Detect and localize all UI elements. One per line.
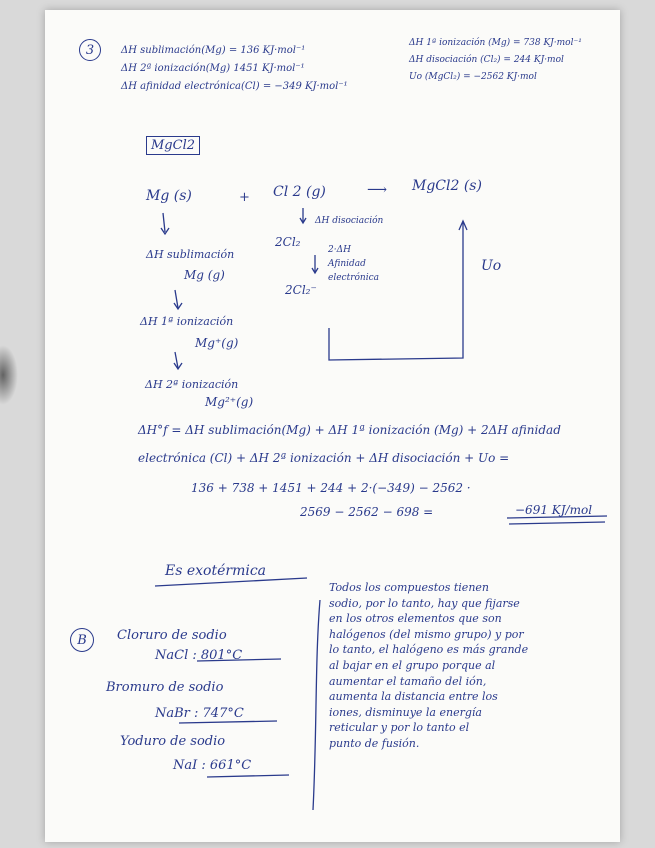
species-2cl-anion: 2Cl₂⁻ xyxy=(285,283,317,297)
data-lattice-energy: Uo (MgCl₂) = −2562 KJ·mol xyxy=(409,72,537,82)
equation-line-1: ΔH°f = ΔH sublimación(Mg) + ΔH 1ª ionización (Mg) + 2ΔH afinidad xyxy=(138,423,561,437)
label-dh-sublimation: ΔH sublimación xyxy=(146,248,235,261)
handwritten-page xyxy=(45,10,620,842)
explanation-paragraph xyxy=(329,580,528,752)
species-mg-plus: Mg⁺(g) xyxy=(195,336,239,350)
data-sublimation: ΔH sublimación(Mg) = 136 KJ·mol⁻¹ xyxy=(121,45,306,56)
label-electronica: electrónica xyxy=(328,273,379,283)
data-first-ionization: ΔH 1ª ionización (Mg) = 738 KJ·mol⁻¹ xyxy=(409,38,582,48)
explanation-line: iones, disminuye la energía xyxy=(329,705,482,719)
reactant-cl2: Cl 2 (g) xyxy=(273,184,326,200)
reaction-plus: + xyxy=(239,190,250,205)
compound-name-1: Cloruro de sodio xyxy=(117,628,227,643)
compound-name-3: Yoduro de sodio xyxy=(120,734,226,749)
explanation-line: lo tanto, el halógeno es más grande xyxy=(329,643,529,657)
explanation-line: en los otros elementos que son xyxy=(329,612,502,626)
explanation-line: reticular y por lo tanto el xyxy=(329,721,470,735)
label-dh-second-ionization: ΔH 2ª ionización xyxy=(145,378,239,391)
calculation-line-1: 136 + 738 + 1451 + 244 + 2·(−349) − 2562 · xyxy=(191,481,471,495)
compound-value-3: NaI : 661°C xyxy=(173,758,252,773)
compound-value-2: NaBr : 747°C xyxy=(155,706,244,721)
section-3-number: 3 xyxy=(79,39,101,61)
label-dh-first-ionization: ΔH 1ª ionización xyxy=(140,315,234,328)
explanation-line: punto de fusión. xyxy=(329,736,420,750)
calculation-line-2: 2569 − 2562 − 698 = xyxy=(300,505,434,519)
data-electron-affinity: ΔH afinidad electrónica(Cl) = −349 KJ·mol⁻¹ xyxy=(121,81,348,92)
section-b-letter: B xyxy=(70,628,94,652)
compound-value-1: NaCl : 801°C xyxy=(155,648,243,663)
product-mgcl2: MgCl2 (s) xyxy=(412,178,482,194)
explanation-line: sodio, por lo tanto, hay que fijarse xyxy=(329,596,520,610)
data-dissociation: ΔH disociación (Cl₂) = 244 KJ·mol xyxy=(409,55,564,65)
species-mg-gas: Mg (g) xyxy=(184,268,225,282)
arrow-down-1 xyxy=(163,213,165,232)
explanation-line: Todos los compuestos tienen xyxy=(329,581,489,594)
label-dh-dissociation: ΔH disociación xyxy=(315,216,384,226)
label-uo: Uo xyxy=(481,258,502,274)
reactant-mg: Mg (s) xyxy=(146,188,192,204)
explanation-line: halógenos (del mismo grupo) y por xyxy=(329,627,524,641)
label-2dh: 2·ΔH xyxy=(328,245,351,255)
conclusion-text: Es exotérmica xyxy=(165,563,267,579)
page-edge-shadow xyxy=(0,345,18,405)
species-mg-2plus: Mg²⁺(g) xyxy=(205,395,254,409)
explanation-line: aumenta la distancia entre los xyxy=(329,690,498,704)
explanation-line: al bajar en el grupo porque al xyxy=(329,658,496,672)
result-value: −691 KJ/mol xyxy=(515,503,593,517)
compound-name-2: Bromuro de sodio xyxy=(106,680,224,695)
explanation-line: aumentar el tamaño del ión, xyxy=(329,674,487,688)
reaction-arrow: ⟶ xyxy=(367,182,388,198)
species-2cl2: 2Cl₂ xyxy=(275,235,301,249)
equation-line-2: electrónica (Cl) + ΔH 2ª ionización + ΔH disociación + Uo = xyxy=(138,451,510,465)
label-afinidad: Afinidad xyxy=(328,259,366,269)
data-second-ionization: ΔH 2ª ionización(Mg) 1451 KJ·mol⁻¹ xyxy=(121,63,305,74)
compound-label-box: MgCl2 xyxy=(146,136,200,155)
